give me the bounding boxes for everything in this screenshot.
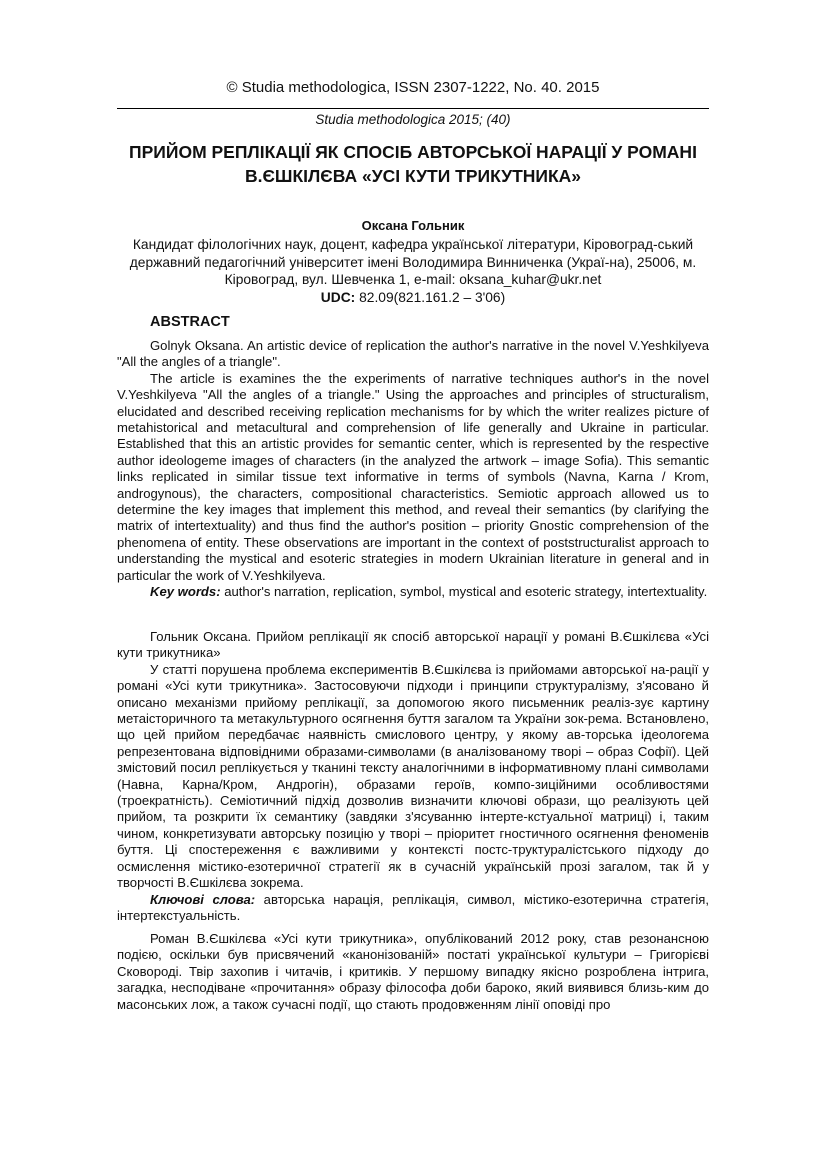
affiliation-text: Кандидат філологічних наук, доцент, кафедра української літератури, Кіровоград-ський державний педагогічний університет імені Володимира Винниченка (Украї-на), 25006, м. Кіровоград, вул. Шевченка 1, e-mail: oksana_kuhar@ukr.net [129, 237, 697, 288]
keywords-text: author's narration, replication, symbol, mystical and esoteric strategy, intertextuality. [220, 584, 708, 600]
author-name: Оксана Гольник [361, 218, 465, 233]
keywords-label: Key words: [150, 584, 221, 600]
udc-value: 82.09(821.161.2 – 3'06) [355, 289, 506, 305]
annotation-ukrainian [117, 629, 709, 924]
keywords-text-ua: авторська нарація, реплікація, символ, містико-езотерична стратегія, інтертекстуальність. [117, 891, 710, 923]
copyright-line: © Studia methodologica, ISSN 2307-1222, No. 40. 2015 [226, 79, 600, 96]
annotation-body: У статті порушена проблема експериментів В.Єшкілєва із прийомами авторської на-рації у романі «Усі кути трикутника». Застосовуючи підходи і принципи структуралізму, з'ясовано й описано механізми прийому реплікації, за допомогою якого письменник реаліз-зує картину метаісторичного та метакультурного осягнення буття загалом та України зок-рема. Встановлено, що цей прийом передбачає наявність смислового центру, у якому ав-торська ідеологема репрезентована відповідними образами-символами (в аналізованому творі – образ Софії). Цей змістовий посил реплікується у тканині тексту аналогічними в інформативному плані символами (Навна, Карна/Кром, Андрогін), образами героїв, компо-зиційними особливостями (троекратність). Семіотичний підхід дозволив визначити ключові образи, що реалізують цей прийом, та розкрити їх семантику (завдяки з'ясуванню інтерте-кстуальної матриці) і, таким чином, конкретизувати авторську позицію у творі – пріоритет гностичного осягнення феноменів буття. Ці спостереження є важливими у контексті постс-труктуралістського підходу до осмислення містико-езотеричної стратегії як в сучасній українській прозі загалом, так й у творчості В.Єшкілєва зокрема. [117, 661, 709, 891]
udc-label: UDC: [320, 289, 356, 305]
udc-line [117, 289, 709, 307]
article-title: ПРИЙОМ РЕПЛІКАЦІЇ ЯК СПОСІБ АВТОРСЬКОЇ НАРАЦІЇ У РОМАНІ В.ЄШКІЛЄВА «УСІ КУТИ ТРИКУТНИКА» [129, 142, 697, 186]
abstract-citation: Golnyk Oksana. An artistic device of replication the author's narrative in the novel V.Yeshkilyeva "All the angles of a triangle". [117, 338, 709, 370]
abstract-english [117, 338, 709, 601]
author-affiliation [117, 236, 709, 306]
annotation-citation: Гольник Оксана. Прийом реплікації як спосіб авторської нарації у романі В.Єшкілєва «Усі кути трикутника» [117, 629, 709, 661]
annotation-keywords [117, 892, 709, 925]
abstract-keywords [117, 584, 709, 600]
main-text [117, 931, 709, 1013]
abstract-body: The article is examines the the experiments of narrative techniques author's in the novel V.Yeshkilyeva "All the angles of a triangle." Using the approaches and principles of structuralism, elucidated and described receiving replication mechanisms for by which the writer realizes picture of metahistorical and metacultural and comprehension of life generally and Ukraine in particular. Established that this an artistic provides for semantic center, which is represented by the respective author ideologeme images of characters (in the analyzed the artwork – image Sofia). This semantic links replicated in similar tissue text informative in terms of symbols (Navna, Karna / Krom, androgynous), the characters, compositional characteristics. Semiotic approach allowed us to determine the key images that implement this method, and reveal their semantics (by clarifying the matrix of intertextuality) and thus find the author's position – priority Gnostic comprehension of the phenomena of entity. These observations are important in the context of poststructuralist approach to understanding the mystical and esoteric strategies in modern Ukrainian literature in general and in particular the work of V.Yeshkilyeva. [117, 370, 709, 583]
keywords-label-ua: Ключові слова: [150, 891, 256, 907]
body-paragraph: Роман В.Єшкілєва «Усі кути трикутника», опублікований 2012 року, став резонансною подією, оскільки був присвячений «канонізованій» постаті української культури – Григорієві Сковороді. Твір захопив і читачів, і критиків. У першому випадку якісно розроблена інтрига, загадка, несподіване «прочитання» образу філософа доби бароко, який виявився близь-ким до масонських лож, а також сучасні події, що стають продовженням лінії оповіді про [117, 931, 709, 1012]
abstract-heading: ABSTRACT [150, 314, 230, 330]
journal-running-head: Studia methodologica 2015; (40) [117, 108, 709, 127]
